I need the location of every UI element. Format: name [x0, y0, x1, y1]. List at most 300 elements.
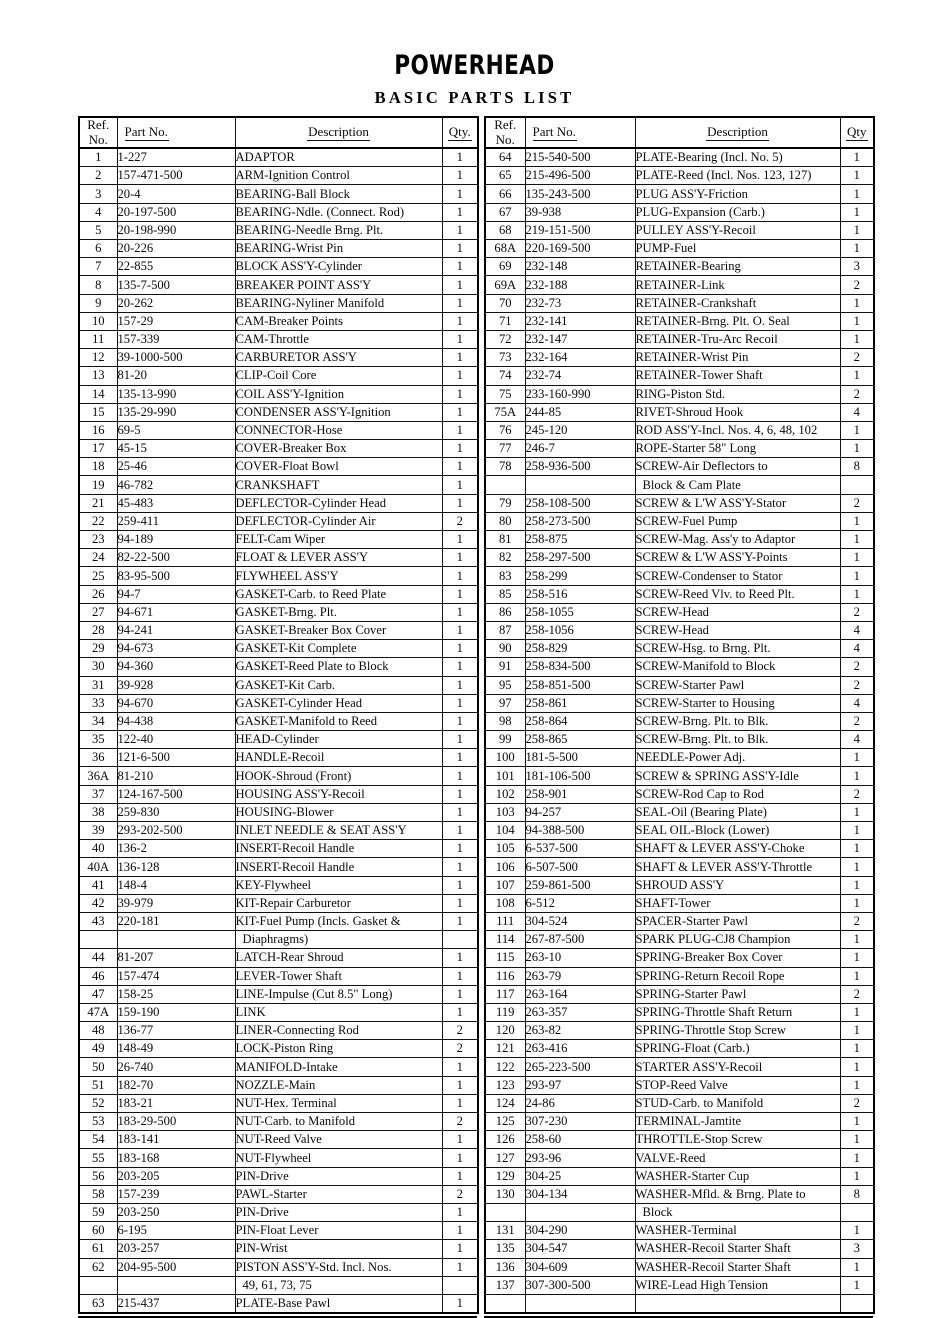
table-row — [485, 1003, 874, 1021]
qty-cell: 2 — [840, 912, 874, 930]
qty-cell: 1 — [840, 1276, 874, 1294]
qty-cell: 1 — [840, 148, 874, 167]
ref-no-cell: 44 — [79, 949, 117, 967]
qty-cell: 1 — [442, 330, 478, 348]
part-no-cell: 259-830 — [117, 803, 235, 821]
table-row — [485, 221, 874, 239]
table-row — [485, 1294, 874, 1313]
part-no-cell: 94-7 — [117, 585, 235, 603]
description-cell: WASHER-Terminal — [635, 1222, 840, 1240]
table-row — [79, 1131, 478, 1149]
table-row — [485, 240, 874, 258]
table-row — [79, 440, 478, 458]
qty-cell: 1 — [840, 1149, 874, 1167]
ref-no-cell: 6 — [79, 240, 117, 258]
qty-cell: 1 — [840, 876, 874, 894]
qty-cell: 1 — [840, 840, 874, 858]
ref-no-cell: 40 — [79, 840, 117, 858]
description-cell: Block — [635, 1203, 840, 1221]
part-no-cell: 258-851-500 — [525, 676, 635, 694]
table-row — [485, 676, 874, 694]
table-row — [79, 1203, 478, 1221]
part-no-cell: 232-148 — [525, 258, 635, 276]
ref-no-cell: 43 — [79, 912, 117, 930]
description-cell: SCREW-Air Deflectors to — [635, 458, 840, 476]
part-no-cell: 46-782 — [117, 476, 235, 494]
table-row — [79, 1040, 478, 1058]
qty-cell: 1 — [442, 658, 478, 676]
qty-cell: 1 — [442, 1003, 478, 1021]
right-header-row — [485, 117, 874, 148]
table-row — [79, 567, 478, 585]
description-cell: RETAINER-Tru-Arc Recoil — [635, 330, 840, 348]
part-no-cell: 94-189 — [117, 531, 235, 549]
description-cell: ROPE-Starter 58" Long — [635, 440, 840, 458]
qty-cell: 1 — [840, 803, 874, 821]
description-cell: NUT-Hex. Terminal — [235, 1094, 442, 1112]
part-no-cell: 258-299 — [525, 567, 635, 585]
description-cell: GASKET-Cylinder Head — [235, 694, 442, 712]
ref-no-cell: 79 — [485, 494, 525, 512]
part-no-cell: 232-74 — [525, 367, 635, 385]
qty-cell: 1 — [442, 912, 478, 930]
left-table-wrapper — [78, 116, 477, 1314]
ref-no-cell: 108 — [485, 894, 525, 912]
ref-no-cell: 49 — [79, 1040, 117, 1058]
qty-cell: 1 — [442, 640, 478, 658]
table-row — [79, 694, 478, 712]
description-cell: SPRING-Throttle Stop Screw — [635, 1022, 840, 1040]
table-row — [79, 912, 478, 930]
ref-no-cell: 105 — [485, 840, 525, 858]
part-no-cell: 233-160-990 — [525, 385, 635, 403]
ref-no-cell: 127 — [485, 1149, 525, 1167]
part-no-cell: 258-861 — [525, 694, 635, 712]
ref-no-cell: 55 — [79, 1149, 117, 1167]
qty-cell: 1 — [442, 240, 478, 258]
description-cell: PIN-Float Lever — [235, 1222, 442, 1240]
description-cell: LATCH-Rear Shroud — [235, 949, 442, 967]
description-cell: FLYWHEEL ASS'Y — [235, 567, 442, 585]
part-no-cell: 148-49 — [117, 1040, 235, 1058]
table-row — [485, 567, 874, 585]
part-no-cell: 157-29 — [117, 312, 235, 330]
part-no-cell: 81-20 — [117, 367, 235, 385]
ref-no-cell: 69 — [485, 258, 525, 276]
part-no-cell — [525, 476, 635, 494]
ref-no-cell: 65 — [485, 167, 525, 185]
table-row — [485, 1203, 874, 1221]
table-row — [485, 1222, 874, 1240]
ref-no-cell: 69A — [485, 276, 525, 294]
description-cell: SCREW-Condenser to Stator — [635, 567, 840, 585]
table-row — [79, 531, 478, 549]
description-cell: GASKET-Carb. to Reed Plate — [235, 585, 442, 603]
table-row — [485, 767, 874, 785]
ref-no-cell: 75A — [485, 403, 525, 421]
qty-cell: 1 — [442, 858, 478, 876]
table-row — [79, 312, 478, 330]
qty-cell: 1 — [840, 767, 874, 785]
description-cell: WASHER-Starter Cup — [635, 1167, 840, 1185]
ref-no-cell: 73 — [485, 349, 525, 367]
ref-no-cell: 63 — [79, 1294, 117, 1313]
description-cell: SCREW & L'W ASS'Y-Points — [635, 549, 840, 567]
table-row — [79, 385, 478, 403]
qty-cell: 1 — [442, 549, 478, 567]
part-no-cell: 215-540-500 — [525, 148, 635, 167]
description-cell: HEAD-Cylinder — [235, 731, 442, 749]
qty-cell: 1 — [442, 1222, 478, 1240]
description-cell: INSERT-Recoil Handle — [235, 840, 442, 858]
qty-cell: 2 — [840, 1094, 874, 1112]
ref-no-cell: 59 — [79, 1203, 117, 1221]
qty-cell: 2 — [840, 712, 874, 730]
column-header-ref-no — [485, 117, 525, 148]
table-row — [485, 531, 874, 549]
part-no-cell: 136-2 — [117, 840, 235, 858]
qty-cell: 1 — [840, 294, 874, 312]
description-cell: LOCK-Piston Ring — [235, 1040, 442, 1058]
part-no-cell: 245-120 — [525, 421, 635, 439]
qty-cell: 1 — [442, 476, 478, 494]
part-no-cell: 122-40 — [117, 731, 235, 749]
ref-no-cell: 5 — [79, 221, 117, 239]
qty-cell: 4 — [840, 403, 874, 421]
qty-cell: 1 — [442, 385, 478, 403]
part-no-cell: 258-516 — [525, 585, 635, 603]
ref-no-cell: 10 — [79, 312, 117, 330]
description-cell: BEARING-Wrist Pin — [235, 240, 442, 258]
description-cell: NUT-Flywheel — [235, 1149, 442, 1167]
ref-no-cell: 8 — [79, 276, 117, 294]
description-cell: HOUSING-Blower — [235, 803, 442, 821]
part-no-cell: 183-29-500 — [117, 1113, 235, 1131]
ref-no-cell: 2 — [79, 167, 117, 185]
table-row — [485, 276, 874, 294]
table-row — [485, 949, 874, 967]
description-cell: CAM-Throttle — [235, 330, 442, 348]
table-row — [485, 985, 874, 1003]
table-row — [79, 1149, 478, 1167]
description-cell: HANDLE-Recoil — [235, 749, 442, 767]
qty-cell: 1 — [442, 1076, 478, 1094]
qty-cell: 1 — [840, 367, 874, 385]
description-cell: SCREW-Manifold to Block — [635, 658, 840, 676]
description-cell: SPARK PLUG-CJ8 Champion — [635, 931, 840, 949]
part-no-cell: 232-164 — [525, 349, 635, 367]
ref-header-line2: No. — [88, 131, 108, 147]
description-cell: SEAL OIL-Block (Lower) — [635, 822, 840, 840]
ref-no-cell: 107 — [485, 876, 525, 894]
part-no-cell: 258-60 — [525, 1131, 635, 1149]
description-cell: DEFLECTOR-Cylinder Air — [235, 512, 442, 530]
ref-no-cell: 101 — [485, 767, 525, 785]
part-no-cell: 39-979 — [117, 894, 235, 912]
qty-cell: 1 — [442, 876, 478, 894]
qty-cell: 1 — [442, 221, 478, 239]
table-row — [485, 640, 874, 658]
description-cell: STARTER ASS'Y-Recoil — [635, 1058, 840, 1076]
qty-cell: 2 — [840, 385, 874, 403]
ref-no-cell: 80 — [485, 512, 525, 530]
qty-cell: 1 — [442, 840, 478, 858]
part-no-cell: 94-388-500 — [525, 822, 635, 840]
ref-no-cell: 130 — [485, 1185, 525, 1203]
part-no-cell: 159-190 — [117, 1003, 235, 1021]
ref-no-cell: 66 — [485, 185, 525, 203]
ref-no-cell: 125 — [485, 1113, 525, 1131]
ref-no-cell: 31 — [79, 676, 117, 694]
part-no-cell: 20-4 — [117, 185, 235, 203]
part-no-cell — [117, 1276, 235, 1294]
description-cell: SPRING-Float (Carb.) — [635, 1040, 840, 1058]
ref-no-cell: 100 — [485, 749, 525, 767]
ref-no-cell: 68 — [485, 221, 525, 239]
part-no-cell: 258-936-500 — [525, 458, 635, 476]
table-row — [485, 1058, 874, 1076]
part-no-cell: 157-474 — [117, 967, 235, 985]
part-no-cell: 258-108-500 — [525, 494, 635, 512]
qty-cell: 1 — [840, 1167, 874, 1185]
description-cell: RETAINER-Brng. Plt. O. Seal — [635, 312, 840, 330]
table-row — [485, 1258, 874, 1276]
qty-cell — [840, 1294, 874, 1313]
part-no-cell: 304-547 — [525, 1240, 635, 1258]
part-no-cell: 258-297-500 — [525, 549, 635, 567]
table-row — [79, 403, 478, 421]
table-row — [485, 749, 874, 767]
description-cell: WASHER-Recoil Starter Shaft — [635, 1258, 840, 1276]
ref-no-cell: 135 — [485, 1240, 525, 1258]
description-cell: BEARING-Needle Brng. Plt. — [235, 221, 442, 239]
qty-cell: 1 — [840, 894, 874, 912]
description-cell: CAM-Breaker Points — [235, 312, 442, 330]
description-cell: ROD ASS'Y-Incl. Nos. 4, 6, 48, 102 — [635, 421, 840, 439]
part-no-cell: 81-210 — [117, 767, 235, 785]
qty-cell — [442, 931, 478, 949]
part-no-cell: 39-1000-500 — [117, 349, 235, 367]
ref-no-cell: 41 — [79, 876, 117, 894]
ref-no-cell: 4 — [79, 203, 117, 221]
qty-cell: 1 — [442, 767, 478, 785]
table-row — [79, 258, 478, 276]
table-row — [79, 367, 478, 385]
table-row — [79, 1113, 478, 1131]
description-cell: DEFLECTOR-Cylinder Head — [235, 494, 442, 512]
ref-no-cell: 75 — [485, 385, 525, 403]
table-row — [79, 512, 478, 530]
qty-cell: 1 — [442, 967, 478, 985]
qty-cell: 2 — [840, 349, 874, 367]
part-no-cell: 6-507-500 — [525, 858, 635, 876]
column-header-qty: Qty — [840, 117, 874, 148]
qty-cell: 1 — [442, 1094, 478, 1112]
ref-no-cell: 17 — [79, 440, 117, 458]
table-row — [485, 167, 874, 185]
page-subtitle: BASIC PARTS LIST — [374, 88, 575, 107]
column-header-part-no: Part No. — [117, 117, 235, 148]
table-row — [79, 894, 478, 912]
table-row — [79, 1185, 478, 1203]
table-row — [79, 276, 478, 294]
table-row — [485, 1185, 874, 1203]
table-row — [485, 803, 874, 821]
qty-cell: 1 — [442, 567, 478, 585]
description-cell: BEARING-Nyliner Manifold — [235, 294, 442, 312]
table-row — [79, 294, 478, 312]
ref-no-cell: 136 — [485, 1258, 525, 1276]
ref-no-cell: 9 — [79, 294, 117, 312]
description-cell: COVER-Breaker Box — [235, 440, 442, 458]
ref-no-cell: 99 — [485, 731, 525, 749]
description-cell: PLATE-Reed (Incl. Nos. 123, 127) — [635, 167, 840, 185]
part-no-cell: 181-5-500 — [525, 749, 635, 767]
description-cell: NEEDLE-Power Adj. — [635, 749, 840, 767]
ref-no-cell: 91 — [485, 658, 525, 676]
ref-no-cell: 52 — [79, 1094, 117, 1112]
description-cell: SCREW-Fuel Pump — [635, 512, 840, 530]
ref-no-cell: 16 — [79, 421, 117, 439]
part-no-cell: 203-257 — [117, 1240, 235, 1258]
qty-cell: 2 — [442, 512, 478, 530]
table-row — [79, 876, 478, 894]
part-no-cell: 124-167-500 — [117, 785, 235, 803]
ref-no-cell: 42 — [79, 894, 117, 912]
qty-cell: 1 — [442, 494, 478, 512]
table-row — [485, 385, 874, 403]
part-no-cell: 182-70 — [117, 1076, 235, 1094]
qty-cell: 1 — [442, 258, 478, 276]
part-no-cell: 263-357 — [525, 1003, 635, 1021]
table-row — [79, 712, 478, 730]
qty-cell: 1 — [840, 185, 874, 203]
table-row — [79, 1022, 478, 1040]
description-cell: SPACER-Starter Pawl — [635, 912, 840, 930]
part-no-cell: 259-861-500 — [525, 876, 635, 894]
right-table-body — [485, 148, 874, 1313]
part-no-cell: 258-834-500 — [525, 658, 635, 676]
table-row — [485, 603, 874, 621]
qty-cell: 1 — [442, 894, 478, 912]
table-row — [485, 494, 874, 512]
description-cell: PULLEY ASS'Y-Recoil — [635, 221, 840, 239]
qty-cell: 1 — [442, 676, 478, 694]
table-row — [79, 858, 478, 876]
ref-no-cell: 131 — [485, 1222, 525, 1240]
description-cell: PUMP-Fuel — [635, 240, 840, 258]
table-row — [485, 912, 874, 930]
table-row — [485, 731, 874, 749]
table-row — [79, 349, 478, 367]
table-row — [485, 549, 874, 567]
part-no-cell: 304-609 — [525, 1258, 635, 1276]
description-cell — [635, 1294, 840, 1313]
description-cell: PLATE-Bearing (Incl. No. 5) — [635, 148, 840, 167]
qty-cell: 1 — [840, 312, 874, 330]
table-row — [485, 1240, 874, 1258]
left-table-head — [79, 117, 478, 148]
description-cell: COVER-Float Bowl — [235, 458, 442, 476]
qty-cell: 2 — [840, 603, 874, 621]
left-table-body — [79, 148, 478, 1313]
description-cell: RETAINER-Bearing — [635, 258, 840, 276]
qty-cell: 2 — [442, 1040, 478, 1058]
table-row — [485, 694, 874, 712]
table-row — [485, 476, 874, 494]
part-no-cell: 258-864 — [525, 712, 635, 730]
part-no-cell: 39-938 — [525, 203, 635, 221]
table-row — [79, 931, 478, 949]
description-cell: VALVE-Reed — [635, 1149, 840, 1167]
description-cell: NOZZLE-Main — [235, 1076, 442, 1094]
qty-cell: 1 — [442, 949, 478, 967]
qty-cell: 1 — [442, 440, 478, 458]
part-no-cell — [117, 931, 235, 949]
table-row — [79, 658, 478, 676]
ref-no-cell: 126 — [485, 1131, 525, 1149]
table-row — [79, 603, 478, 621]
table-row — [79, 749, 478, 767]
qty-cell: 1 — [840, 549, 874, 567]
description-cell: SPRING-Breaker Box Cover — [635, 949, 840, 967]
ref-no-cell: 85 — [485, 585, 525, 603]
table-row — [485, 785, 874, 803]
description-cell: RETAINER-Link — [635, 276, 840, 294]
table-row — [79, 949, 478, 967]
ref-no-cell: 48 — [79, 1022, 117, 1040]
ref-no-cell: 13 — [79, 367, 117, 385]
description-cell: PAWL-Starter — [235, 1185, 442, 1203]
description-cell: SHROUD ASS'Y — [635, 876, 840, 894]
table-row — [485, 712, 874, 730]
ref-no-cell: 24 — [79, 549, 117, 567]
ref-no-cell: 116 — [485, 967, 525, 985]
table-row — [485, 658, 874, 676]
part-no-cell: 25-46 — [117, 458, 235, 476]
ref-no-cell: 68A — [485, 240, 525, 258]
description-cell: PIN-Drive — [235, 1167, 442, 1185]
description-cell: ADAPTOR — [235, 148, 442, 167]
qty-cell: 1 — [442, 1294, 478, 1313]
table-row — [79, 148, 478, 167]
description-cell: LINE-Impulse (Cut 8.5" Long) — [235, 985, 442, 1003]
ref-no-cell: 76 — [485, 421, 525, 439]
description-cell: COIL ASS'Y-Ignition — [235, 385, 442, 403]
table-row — [485, 148, 874, 167]
qty-cell: 3 — [840, 1240, 874, 1258]
description-cell: CARBURETOR ASS'Y — [235, 349, 442, 367]
description-cell: PIN-Drive — [235, 1203, 442, 1221]
description-cell: SCREW-Reed Vlv. to Reed Plt. — [635, 585, 840, 603]
part-no-cell: 69-5 — [117, 421, 235, 439]
ref-no-cell: 95 — [485, 676, 525, 694]
qty-cell: 2 — [840, 276, 874, 294]
qty-cell: 1 — [442, 785, 478, 803]
description-cell: PLUG ASS'Y-Friction — [635, 185, 840, 203]
part-no-cell: 94-671 — [117, 603, 235, 621]
page-title: POWERHEAD — [394, 50, 555, 81]
ref-no-cell: 86 — [485, 603, 525, 621]
table-row — [79, 785, 478, 803]
ref-no-cell: 137 — [485, 1276, 525, 1294]
table-row — [79, 767, 478, 785]
column-header-ref-no — [79, 117, 117, 148]
qty-cell: 1 — [442, 367, 478, 385]
ref-no-cell: 21 — [79, 494, 117, 512]
table-row — [79, 185, 478, 203]
part-no-cell: 293-97 — [525, 1076, 635, 1094]
